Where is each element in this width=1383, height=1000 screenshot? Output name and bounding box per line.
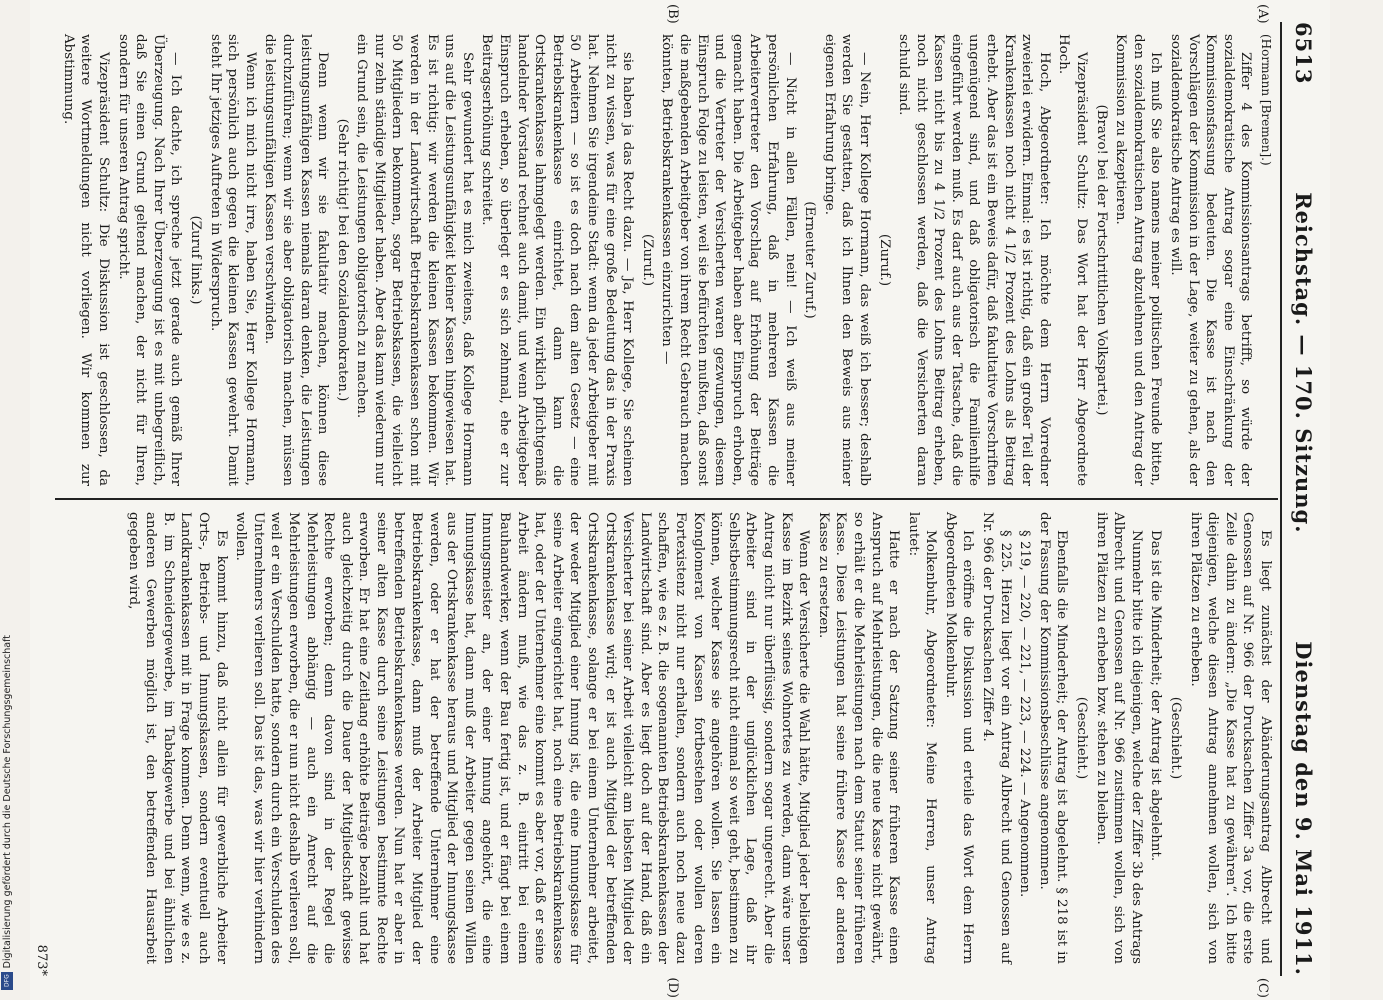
text-columns (55, 4, 1280, 998)
paragraph: (Sehr richtig! bei den Sozialdemokraten.) (334, 118, 350, 402)
paragraph: Ich muß Sie also namens meiner politischen Freunde bitten, den sozialdemokratischen Antrag abzulehnen und den Antrag der Kommission zu akzeptieren. (1113, 34, 1164, 486)
paragraph: Molkenbuhr, Abgeordneter: Meine Herren, unser Antrag lautet: (905, 512, 939, 964)
paragraph: Das ist die Minderheit; der Antrag ist abgelehnt. (1148, 530, 1164, 862)
paragraph: — Nein, Herr Kollege Hormann, das weiß ich besser; deshalb werden Sie gestatten, daß ich Ihnen den Beweis aus meiner eigenen Erfahrung bringe. (821, 34, 872, 486)
credit-text: Digitalisierung gefördert durch die Deutsche Forschungsgemeinschaft (1, 634, 13, 968)
margin-marker-c: (C) (1255, 977, 1270, 998)
paragraph: Sehr gewundert hat es mich zweitens, daß Kollege Hormann uns auf die Leistungsunfähigkeit kleiner Kassen hingewiesen hat. Es ist richtig: wir werden die kleinen Kassen bekommen. Wir werden in der Landwirtschaft Betriebskrankenkassen schon mit 50 Mitgliedern bekommen, sogar Betriebskassen, die vielleicht nur zehn ständige Mitglieder haben. Aber das kann wiederum nur ein Grund sein, die Leistungen obligatorisch zu machen. (354, 34, 475, 486)
paragraph: Es liegt zunächst der Abänderungsantrag Albrecht und Genossen auf Nr. 966 der Drucksachen Ziffer 3a vor, die erste Zeile dahin zu ändern: „Die Kasse hat zu gewähren“. Ich bitte diejenigen, welche diesen Antrag annehmen wollen, sich von ihren Plätzen zu erheben. (1187, 512, 1273, 964)
margin-marker-b: (B) (665, 4, 680, 24)
paragraph: Hatte er nach der Satzung seiner früheren Kasse einen Anspruch auf Mehrleistungen, die die neue Kasse nicht gewährt, so erhält er die Mehrleistungen nach dem Statut seiner früheren Kasse. Diese Leistungen hat seine frühere Kasse der anderen Kasse zu ersetzen. (815, 512, 902, 964)
paragraph: Wenn ich mich nicht irre, haben Sie, Herr Kollege Hormann, sich persönlich auch gegen die kleinen Kassen gewehrt. Damit steht Ihr jetziges Auftreten in Widerspruch. (207, 34, 258, 486)
paragraph: Vizepräsident Schultz: Das Wort hat der Herr Abgeordnete Hoch. (1056, 34, 1090, 486)
paragraph: Vizepräsident Schultz: Die Diskussion ist geschlossen, da weitere Wortmeldungen nicht vorliegen. Wir kommen zur Abstimmung. (60, 34, 111, 486)
paragraph: (Zuruf.) (639, 233, 655, 287)
paragraph: Es kommt hinzu, daß nicht allein für gewerbliche Arbeiter Orts-, Betriebs- und Innungskassen, sondern eventuell auch Landkrankenkassen mit in Frage kommen. Denn wenn, wie es z. B. im Schneidergewerbe, im Tabakgewerbe und bei ähnlichen anderen Gewerben möglich ist, den betreffenden Hausarbeit gegeben wird, (125, 512, 229, 964)
paragraph: § 225. Hierzu liegt vor ein Antrag Albrecht und Genossen auf Nr. 966 der Drucksachen Ziffer 4. (980, 512, 1013, 964)
paragraph: (Geschieht.) (1168, 696, 1184, 780)
paragraph: (Zuruf links.) (187, 215, 203, 305)
session-title: Reichstag. — 170. Sitzung. (1291, 192, 1316, 534)
paragraph: (Geschieht.) (1074, 696, 1090, 780)
paragraph: sie haben ja das Recht dazu. — Ja, Herr Kollege, Sie scheinen nicht zu wissen, was für eine große Bedeutung das in der Praxis hat. Nehmen Sie irgendeine Stadt: wenn da jeder Arbeitgeber mit 50 Arbeitern — so ist es doch nach dem alten Gesetz — eine Betriebskrankenkasse einrichtet, dann kann die Ortskrankenkasse lahmgelegt werden. Ein wirklich pflichtgemäß handelnder Vorstand rechnet auch damit, und wenn Arbeitgeber Einspruch erheben, so überlegt er es sich zehnmal, ehe er zur Beitragserhöhung schreitet. (479, 34, 636, 486)
paragraph: Nunmehr bitte ich diejenigen, welche der Ziffer 3b des Antrags Albrecht und Genossen auf Nr. 966 zustimmen wollen, sich von ihren Plätzen zu erheben bzw. stehen zu bleiben. (1093, 512, 1144, 964)
right-column (55, 500, 1280, 976)
paragraph: Ebenfalls die Minderheit; der Antrag ist abgelehnt. § 218 ist in der Fassung der Kommissionsbeschlüsse angenommen. (1036, 512, 1070, 964)
paragraph: — Ich dachte, ich spreche jetzt gerade auch gemäß Ihrer Überzeugung. Nach Ihrer Überzeugung ist es mit unbegreiflich, daß Sie einen Grund geltend machen, der nicht für Ihren, sondern für unseren Antrag spricht. (115, 34, 184, 486)
dfg-logo-icon: DFG (1, 972, 13, 990)
paragraph: Ziffer 4 des Kommissionsantrags betrifft, so würde der sozialdemokratische Antrag sogar eine Einschränkung der Kommissionsfassung bedeuten. Die Kasse ist nach den Vorschlägen der Kommission in der Lage, weiter zu gehen, als der sozialdemokratische Antrag es will. (1168, 34, 1254, 486)
paragraph: Hoch, Abgeordneter: Ich möchte dem Herrn Vorredner zweierlei erwidern. Einmal: es ist richtig, daß ein großer Teil der Krankenkassen noch nicht 4 1/2 Prozent des Lohns als Beitrag erhebt. Aber das ist ein Beweis dafür, daß fakultative Vorschriften ungenügend sind, und daß obligatorisch die Familienhilfe eingeführt werden muß. Es darf auch aus der Tatsache, daß die Kassen nicht bis zu 4 1/2 Prozent des Lohns Beitrag erheben, noch nicht geschlossen werden, daß die Versicherten daran schuld sind. (896, 34, 1052, 486)
page-header (1280, 22, 1316, 976)
paragraph: (Zuruf.) (876, 233, 892, 287)
paragraph: — Nicht in allen Fällen, nein! — Ich weiß aus meiner persönlichen Erfahrung, daß in mehreren Kassen die Arbeitervertreter den Vorschlag auf Erhöhung der Beiträge gemacht haben. Die Arbeitgeber haben aber Einspruch erhoben, und die Vertreter der Versicherten waren gezwungen, diesem Einspruch Folge zu leisten, weil sie befürchten mußten, daß sonst die maßgebenden Arbeitgeber von ihrem Recht Gebrauch machen könnten, Betriebskrankenkassen einzurichten — (659, 34, 798, 486)
paragraph: § 219, — 220, — 221, — 223, — 224. — Angenommen. (1017, 530, 1033, 898)
paragraph: Ich eröffne die Diskussion und erteile das Wort dem Herrn Abgeordneten Molkenbuhr. (942, 512, 976, 964)
page-number: 6513 (1291, 22, 1316, 85)
signature-number: 873* (34, 944, 49, 976)
newspaper-page (30, 0, 1330, 1000)
left-column (55, 22, 1280, 498)
paragraph: Wenn der Versicherte die Wahl hätte, Mitglied jeder beliebigen Kasse im Bezirk seines Wohnortes zu werden, dann wäre unser Antrag nicht nur überflüssig, sondern sogar ungerecht. Aber die Arbeiter sind in der unglücklichen Lage, daß ihr Selbstbestimmungsrecht nicht einmal so weit geht, bestimmen zu können, welcher Kasse sie angehören wollen. Sie lassen ein Konglomerat von Kassen fortbestehen oder wollen deren Fortexistenz nicht nur erhalten, sondern auch noch neue dazu schaffen, wie es z. B. die sogenannten Betriebskrankenkassen der Landwirtschaft sind. Aber es liegt doch auf der Hand, daß ein Versicherter bei seiner Arbeit vielleicht am liebsten Mitglied der Ortskrankenkasse wird; er ist auch Mitglied der betreffenden Ortskrankenkasse, solange er bei einem Unternehmer arbeitet, der weder Mitglied einer Innung ist, die eine Innungskasse für seine Arbeiter eingerichtet hat, noch eine Betriebskrankenkasse hat, oder der Unternehmer eine kommt es aber vor, daß er seine Arbeit ändern muß, wie das z. B. eintritt bei einem Bauhandwerker, wenn der Bau fertig ist, und er fängt bei einem Innungsmeister an, der einer Innung angehört, die eine Innungskasse hat, dann muß der Arbeiter gegen seinen Willen aus der Ortskrankenkasse heraus und Mitglied der Innungskasse werden, oder er hat der betreffende Unternehmer eine Betriebskrankenkasse, dann muß der Arbeiter Mitglied der betreffenden Betriebskrankenkasse werden. Nun hat er aber in seiner alten Kasse durch seine Leistungen bestimmte Rechte erworben. Er hat eine Zeitlang erhöhte Beiträge bezahlt und hat auch gleichzeitig durch die Dauer der Mitgliedschaft gewisse Rechte erworben; denn davon sind in der Regel die Mehrleistungen abhängig — auch ein Anrecht auf die Mehrleistungen erworben, die er nun nicht deshalb verlieren soll, weil er ein Verschulden hatte, sondern durch ein Verschulden des Unternehmers verlieren soll. Das ist das, was wir hier verhindern wollen. (233, 512, 812, 964)
session-date: Dienstag den 9. Mai 1911. (1291, 641, 1316, 976)
margin-marker-a: (A) (1255, 4, 1270, 24)
paragraph: (Erneuter Zuruf.) (802, 201, 818, 319)
digitization-credit-strip (0, 10, 14, 990)
margin-marker-d: (D) (665, 977, 680, 998)
paragraph: (Bravo! bei der Fortschrittlichen Volkspartei.) (1093, 104, 1109, 416)
paragraph: (Hormann [Bremen].) (1259, 34, 1273, 166)
paragraph: Denn wenn wir sie fakultativ machen, können diese leistungsunfähigen Kassen niemals daran denken, die Leistungen durchzuführen; wenn wir sie aber obligatorisch machen, müssen die leistungsunfähigen Kassen verschwinden. (262, 34, 331, 486)
